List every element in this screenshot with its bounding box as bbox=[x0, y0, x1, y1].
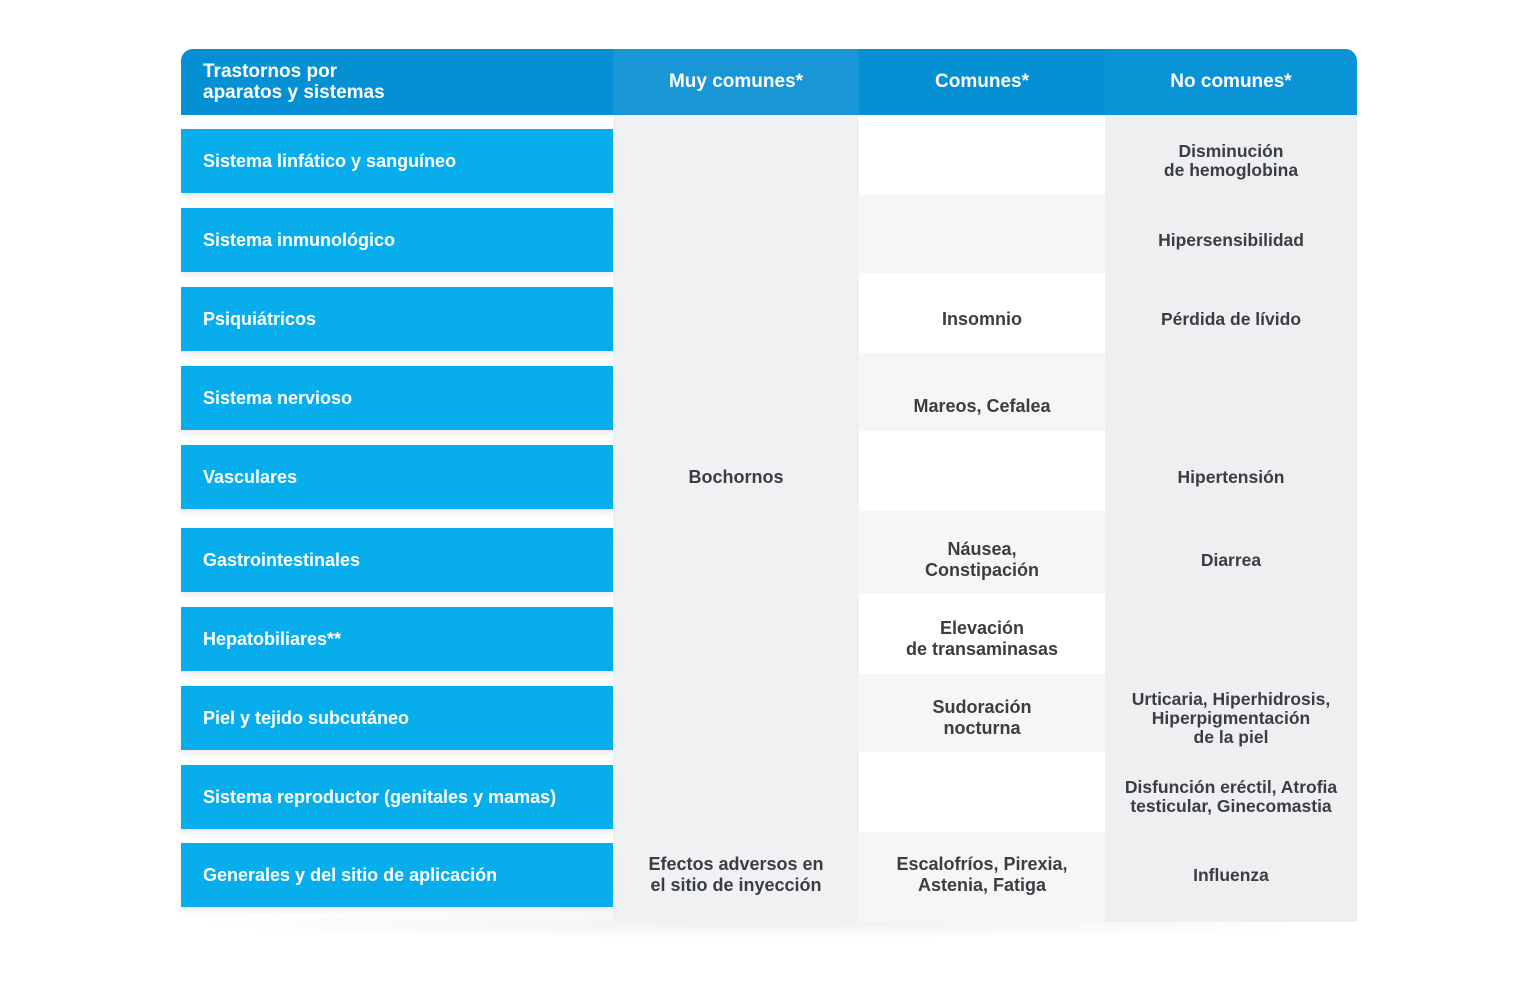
cell-comunes: Sudoración nocturna bbox=[932, 697, 1032, 738]
cell-comunes: Náusea, Constipación bbox=[924, 539, 1039, 580]
cell-muy-comunes bbox=[613, 686, 859, 750]
row-label: Hepatobiliares** bbox=[181, 607, 613, 671]
row-label: Psiquiátricos bbox=[181, 287, 613, 351]
cell-no-comunes: Disminución de hemoglobina bbox=[1163, 141, 1299, 180]
header-trastornos: Trastornos por aparatos y sistemas bbox=[203, 61, 385, 103]
table-row bbox=[181, 843, 1357, 907]
cell-comunes: Insomnio bbox=[942, 308, 1022, 329]
cell-no-comunes: Hipertensión bbox=[1177, 466, 1285, 487]
row-label: Vasculares bbox=[181, 445, 613, 509]
table-row bbox=[181, 765, 1357, 829]
row-label: Sistema reproductor (genitales y mamas) bbox=[181, 765, 613, 829]
adverse-effects-table bbox=[181, 49, 1357, 922]
row-label: Piel y tejido subcutáneo bbox=[181, 686, 613, 750]
cell-no-comunes: Disfunción eréctil, Atrofia testicular, Ginecomastia bbox=[1124, 777, 1338, 816]
cell-no-comunes: Diarrea bbox=[1200, 549, 1262, 570]
cell-comunes bbox=[859, 445, 1105, 509]
table-row bbox=[181, 528, 1357, 592]
row-label: Sistema nervioso bbox=[181, 366, 613, 430]
cell-comunes bbox=[859, 129, 1105, 193]
cell-no-comunes bbox=[1105, 607, 1357, 671]
row-label: Sistema inmunológico bbox=[181, 208, 613, 272]
cell-no-comunes: Urticaria, Hiperhidrosis, Hiperpigmentación de la piel bbox=[1131, 688, 1331, 747]
row-label: Gastrointestinales bbox=[181, 528, 613, 592]
table-row bbox=[181, 208, 1357, 272]
cell-no-comunes: Hipersensibilidad bbox=[1158, 229, 1304, 250]
cell-muy-comunes bbox=[613, 607, 859, 671]
cell-comunes bbox=[859, 208, 1105, 272]
cell-muy-comunes bbox=[613, 528, 859, 592]
cell-no-comunes: Influenza bbox=[1193, 864, 1269, 885]
table-row bbox=[181, 445, 1357, 509]
cell-muy-comunes bbox=[613, 287, 859, 351]
row-label: Sistema linfático y sanguíneo bbox=[181, 129, 613, 193]
row-label: Generales y del sitio de aplicación bbox=[181, 843, 613, 907]
table-row bbox=[181, 287, 1357, 351]
cell-muy-comunes: Efectos adversos en el sitio de inyección bbox=[648, 854, 824, 895]
cell-muy-comunes: Bochornos bbox=[688, 466, 784, 487]
cell-muy-comunes bbox=[613, 765, 859, 829]
cell-comunes: Mareos, Cefalea bbox=[913, 395, 1051, 416]
cell-comunes: Escalofríos, Pirexia, Astenia, Fatiga bbox=[896, 854, 1068, 895]
table-row bbox=[181, 366, 1357, 430]
header-comunes: Comunes* bbox=[859, 49, 1105, 115]
cell-comunes bbox=[859, 765, 1105, 829]
cell-muy-comunes bbox=[613, 129, 859, 193]
cell-comunes: Elevación de transaminasas bbox=[905, 618, 1059, 659]
table-row bbox=[181, 607, 1357, 671]
header-no-comunes: No comunes* bbox=[1105, 49, 1357, 115]
cell-muy-comunes bbox=[613, 208, 859, 272]
table-row bbox=[181, 129, 1357, 193]
table-header bbox=[181, 49, 1357, 115]
cell-no-comunes: Pérdida de lívido bbox=[1160, 308, 1302, 329]
table-row bbox=[181, 686, 1357, 750]
header-muy-comunes: Muy comunes* bbox=[613, 49, 859, 115]
cell-no-comunes bbox=[1105, 366, 1357, 430]
cell-muy-comunes bbox=[613, 366, 859, 430]
